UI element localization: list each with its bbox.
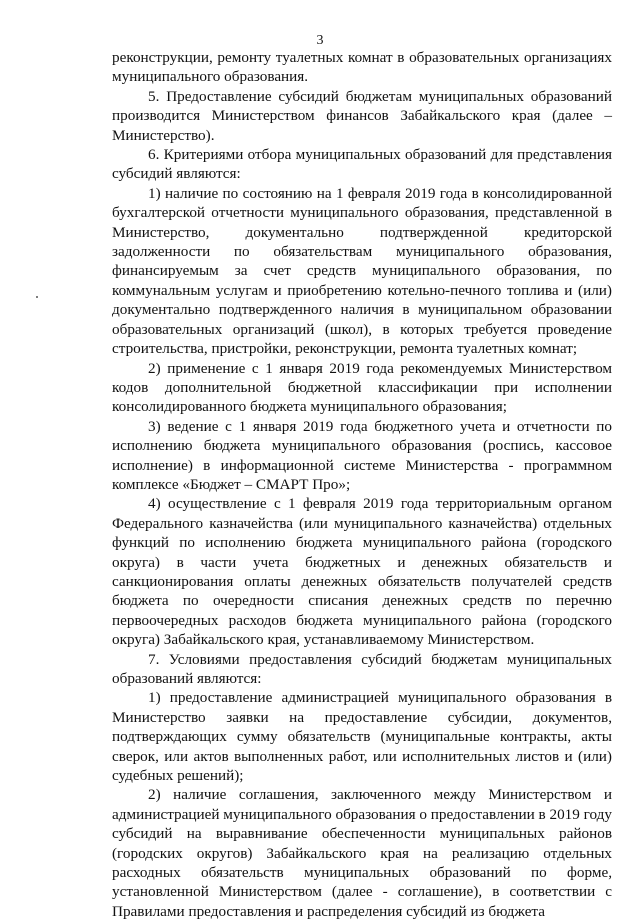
paragraph: 6. Критериями отбора муниципальных образований для представления субсидий являются: <box>112 146 612 183</box>
paragraph: 2) наличие соглашения, заключенного между Министерством и администрацией муниципального образования о предоставлении в 2019 году субсидий на выравнивание обеспеченности муниципальных районов (городских округов) Забайкальского края на реализацию отдельных расходных обязательств муниципальных образований по форме, установленной Министерством (далее - соглашение), в соответствии с Правилами предоставления и распределения субсидий из бюджета <box>112 786 612 920</box>
paragraph: 1) наличие по состоянию на 1 февраля 2019 года в консолидированной бухгалтерской отчетности муниципального образования, представленной в Министерство, документально подтвержденной кредиторской задолженности по обязательствам муниципального образования, финансируемым за счет средств муниципального образования, по коммунальным услугам и приобретению котельно-печного топлива и (или) документально подтвержденного наличия в муниципальном образовании образовательных организаций (школ), в которых требуется проведение строительства, пристройки, реконструкции, ремонта туалетных комнат; <box>112 184 612 358</box>
paragraph: 7. Условиями предоставления субсидий бюджетам муниципальных образований являются: <box>112 650 612 687</box>
paragraph: 2) применение с 1 января 2019 года рекомендуемых Министерством кодов дополнительной бюджетной классификации при исполнении консолидированного бюджета муниципального образования; <box>112 359 612 416</box>
paragraph: 3) ведение с 1 января 2019 года бюджетного учета и отчетности по исполнению бюджета муниципального образования (роспись, кассовое исполнение) в информационной системе Министерства - программном комплексе «Бюджет – СМАРТ Про»; <box>112 417 612 493</box>
paragraph: 4) осуществление с 1 февраля 2019 года территориальным органом Федерального казначейства (или муниципального казначейства) отдельных функций по исполнению бюджета муниципального района (городского округа) в части учета бюджетных и денежных обязательств и санкционирования оплаты денежных обязательств получателей средств бюджета по очередности списания денежных средств по перечню первоочередных расходов бюджета муниципального района (городского округа) Забайкальского края, устанавливаемому Министерством. <box>112 495 612 649</box>
margin-mark <box>36 296 38 298</box>
page-number: 3 <box>316 33 324 48</box>
paragraph: 5. Предоставление субсидий бюджетам муниципальных образований производится Министерством финансов Забайкальского края (далее – Министерство). <box>112 87 612 144</box>
paragraph: 1) предоставление администрацией муниципального образования в Министерство заявки на предоставление субсидии, документов, подтверждающих сумму обязательств (муниципальные контракты, акты сверок, или актов выполненных работ, или исполнительных листов и (или) судебных решений); <box>112 689 612 785</box>
document-body <box>112 48 612 921</box>
paragraph: реконструкции, ремонту туалетных комнат в образовательных организациях муниципального образования. <box>112 49 612 86</box>
